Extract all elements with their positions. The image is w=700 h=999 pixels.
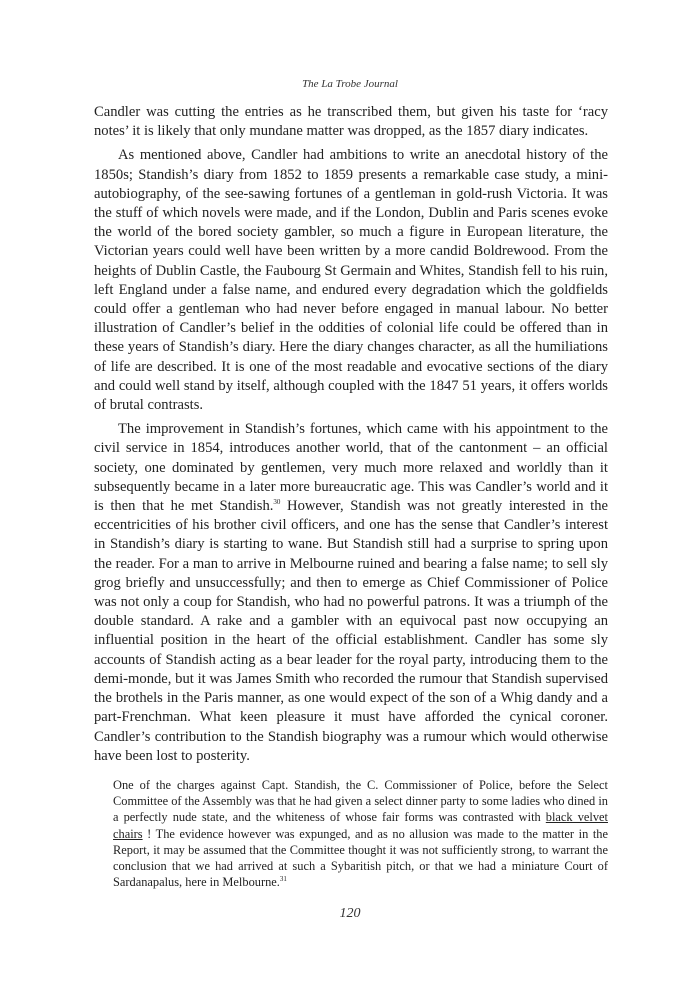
article-body	[94, 103, 608, 890]
paragraph-1: Candler was cutting the entries as he transcribed them, but given his taste for ‘racy notes’ it is likely that only mundane matter was dropped, as the 1857 diary indicates.	[94, 104, 608, 140]
running-head: The La Trobe Journal	[302, 78, 398, 90]
footnote-ref-30: 30	[273, 498, 281, 507]
paragraph-3-text-start: The improvement in Standish’s fortunes, which came with his appointment to the civil service in 1854, introduces another world, that of the cantonment – an official society, one dominated by gentlemen, very much more relaxed and worldly than it subsequently became in a later more bureaucratic age. This was Candler’s world and it is then that he met Standish.	[94, 421, 608, 515]
paragraph-3	[94, 420, 608, 766]
quote-underlined-phrase: black velvet chairs	[113, 810, 608, 841]
footnote-ref-31: 31	[279, 875, 287, 883]
quote-text-start: One of the charges against Capt. Standish, the C. Commissioner of Police, before the Select Committee of the Assembly was that he had given a select dinner party to some ladies who dined in a perfectly nude state, and the whiteness of whose fair forms was contrasted with	[113, 777, 608, 825]
page-number: 120	[339, 906, 361, 921]
paragraph-3-text-end: However, Standish was not greatly interested in the eccentricities of his brother civil officers, and one has the sense that Candler’s interest in Standish’s diary is starting to wane. But Standish still had a surprise to spring upon the reader. For a man to arrive in Melbourne ruined and bearing a false name; to sell sly grog briefly and unsuccessfully; and then to emerge as Chief Commissioner of Police was not only a coup for Standish, who had no powerful patrons. It was a triumph of the double standard. A rake and a gambler with an equivocal past now occupying an influential position in the heart of the official establishment. Candler has some sly accounts of Standish acting as a bear leader for the royal party, introducing them to the demi-monde, but it was James Smith who recorded the rumour that Standish supervised the brothels in the Paris manner, as one would expect of the son of a Whig dandy and a part-Frenchman. What keen pleasure it must have afforded the cynical coroner. Candler’s contribution to the Standish biography was a rumour which would otherwise have been lost to posterity.	[94, 498, 608, 764]
paragraph-2: As mentioned above, Candler had ambitions to write an anecdotal history of the 1850s; Standish’s diary from 1852 to 1859 presents a remarkable case study, a mini-autobiography, of the see-sawing fortunes of a gentleman in gold-rush Victoria. It was the stuff of which novels were made, and if the London, Dublin and Paris scenes evoke the world of the bored society gambler, so much a figure in European literature, the Victorian years could well have been written by a more candid Boldrewood. From the heights of Dublin Castle, the Faubourg St Germain and Whites, Standish fell to his ruin, left England under a false name, and endured every degradation which the goldfields could offer a gentleman who had never before engaged in manual labour. No better illustration of Candler’s belief in the oddities of colonial life could be offered than in these years of Standish’s diary. Here the diary changes character, as all the humiliations of life are described. It is one of the most readable and evocative sections of the diary and could well stand by itself, although coupled with the 1847 51 years, it offers worlds of brutal contrasts.	[94, 147, 608, 414]
block-quote	[113, 777, 608, 890]
quote-text-end: ! The evidence however was expunged, and as no allusion was made to the matter in the Report, it may be assumed that the Committee thought it was not sufficiently strong, to warrant the conclusion that we had arrived at such a Sybaritish pitch, or that we had a miniature Court of Sardanapalus, here in Melbourne.	[113, 826, 608, 890]
